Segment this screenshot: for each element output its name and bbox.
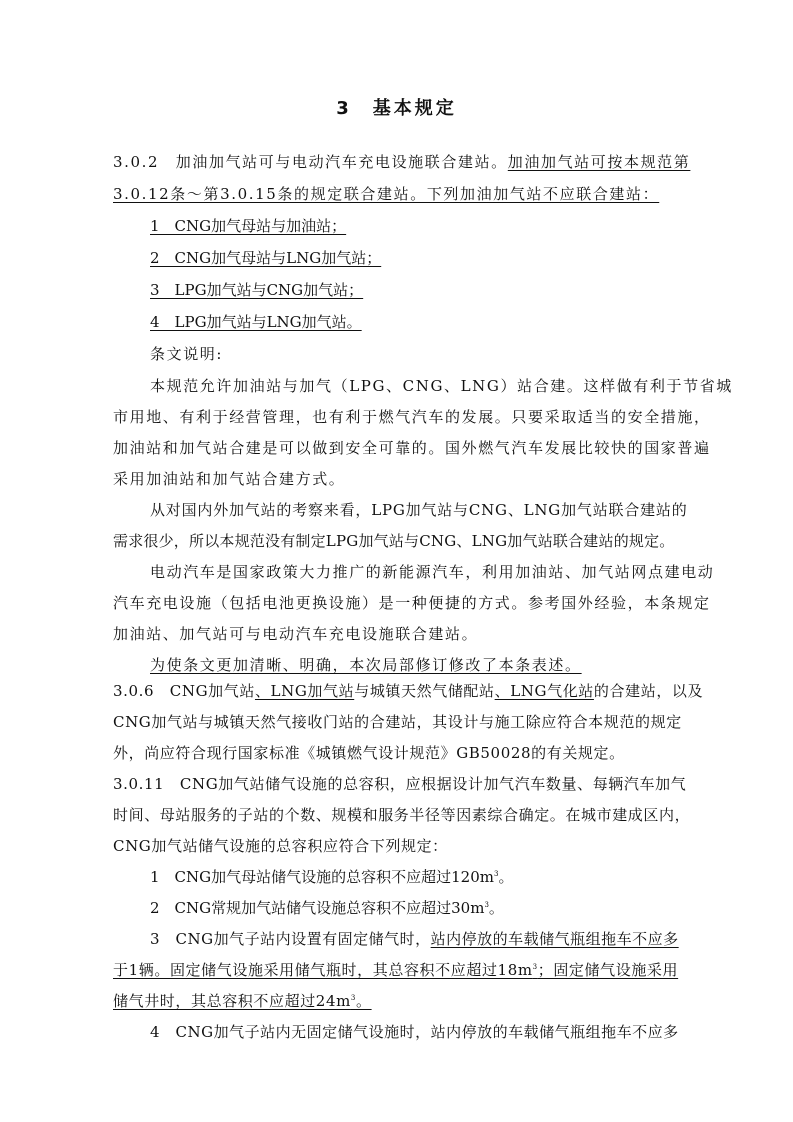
clause-3-0-6-revised-a: 、LNG加气站: [254, 682, 355, 700]
note-p1-line-4: 采用加油站和加气站合建方式。: [113, 470, 346, 488]
list-item-3: 3 LPG加气站与CNG加气站；: [150, 281, 364, 299]
storage-item-2-text: 2 CNG常规加气站储气设施总容积不应超过30m: [150, 899, 485, 917]
storage-item-3-line-1: [150, 928, 679, 950]
clause-3-0-2-line-2: 3.0.12条～第3.0.15条的规定联合建站。下列加油加气站不应联合建站：: [113, 185, 660, 203]
storage-item-1: [150, 866, 513, 888]
storage-item-3-revised: 站内停放的车载储气瓶组拖车不应多: [430, 930, 679, 948]
clause-3-0-11-line-2: 时间、母站服务的子站的个数、规模和服务半径等因素综合确定。在城市建成区内，: [113, 806, 691, 824]
section-title: 3 基本规定: [336, 98, 457, 119]
clause-3-0-6-line-2: CNG加气站与城镇天然气接收门站的合建站，其设计与施工除应符合本规范的规定: [113, 713, 682, 731]
clause-3-0-2-revised-text: 加油加气站可按本规范第: [507, 153, 691, 171]
clause-3-0-6-text-c: 的合建站，以及: [593, 682, 704, 700]
note-p3-line-3: 加油站、加气站可与电动汽车充电设施联合建站。: [113, 625, 479, 643]
clause-3-0-11-line-3: CNG加气站储气设施的总容积应符合下列规定：: [113, 837, 448, 855]
note-p2-line-2: 需求很少，所以本规范没有制定LPG加气站与CNG、LNG加气站联合建站的规定。: [113, 532, 675, 550]
storage-item-2: [150, 897, 504, 919]
note-heading: 条文说明:: [150, 345, 224, 363]
note-p1-line-3: 加油站和加气站合建是可以做到安全可靠的。国外燃气汽车发展比较快的国家普遍: [113, 439, 711, 457]
storage-item-3-line-3-a: 储气井时，其总容积不应超过24m: [113, 992, 351, 1010]
note-p3-line-2: 汽车充电设施（包括电池更换设施）是一种便捷的方式。参考国外经验，本条规定: [113, 594, 711, 612]
storage-item-3-line-3: [113, 990, 372, 1012]
list-item-2: 2 CNG加气母站与LNG加气站；: [150, 249, 382, 267]
note-p1-line-1: 本规范允许加油站与加气（LPG、CNG、LNG）站合建。这样做有利于节省城: [150, 377, 733, 395]
superscript-3: 3: [493, 870, 499, 878]
clause-3-0-6-line-3: 外，尚应符合现行国家标准《城镇燃气设计规范》GB50028的有关规定。: [113, 744, 625, 762]
clause-3-0-2-line-1: [113, 151, 690, 173]
note-p2-line-1: 从对国内外加气站的考察来看，LPG加气站与CNG、LNG加气站联合建站的: [150, 501, 688, 519]
superscript-3: 3: [350, 994, 356, 1002]
superscript-3: 3: [484, 901, 489, 909]
list-item-1: 1 CNG加气母站与加油站；: [150, 217, 347, 235]
clause-3-0-2-intro: 3.0.2 加油加气站可与电动汽车充电设施联合建站。: [113, 153, 508, 171]
note-p4: 为使条文更加清晰、明确，本次局部修订修改了本条表述。: [150, 656, 582, 674]
storage-item-2-end: 。: [488, 899, 504, 917]
clause-3-0-6-text-b: 与城镇天然气储配站: [354, 682, 495, 700]
storage-item-3-text: 3 CNG加气子站内设置有固定储气时，: [150, 930, 431, 948]
list-item-4: 4 LPG加气站与LNG加气站。: [150, 313, 362, 331]
storage-item-3-line-2: [113, 959, 678, 981]
note-p3-line-1: 电动汽车是国家政策大力推广的新能源汽车，利用加油站、加气站网点建电动: [150, 563, 715, 581]
storage-item-4: 4 CNG加气子站内无固定储气设施时，站内停放的车载储气瓶组拖车不应多: [150, 1023, 679, 1041]
clause-3-0-6-text-a: 3.0.6 CNG加气站: [113, 682, 255, 700]
clause-3-0-6-line-1: [113, 680, 703, 702]
storage-item-3-line-3-b: 。: [355, 992, 372, 1010]
superscript-3: 3: [532, 963, 538, 971]
clause-3-0-6-revised-b: 、LNG气化站: [494, 682, 594, 700]
storage-item-3-line-2-a: 于1辆。固定储气设施采用储气瓶时，其总容积不应超过18m: [113, 961, 533, 979]
storage-item-1-text: 1 CNG加气母站储气设施的总容积不应超过120m: [150, 868, 494, 886]
clause-3-0-11-line-1: 3.0.11 CNG加气站储气设施的总容积，应根据设计加气汽车数量、每辆汽车加气: [113, 775, 687, 793]
note-p1-line-2: 市用地、有利于经营管理，也有利于燃气汽车的发展。只要采取适当的安全措施，: [113, 408, 711, 426]
storage-item-1-end: 。: [498, 868, 514, 886]
storage-item-3-line-2-b: ；固定储气设施采用: [537, 961, 679, 979]
